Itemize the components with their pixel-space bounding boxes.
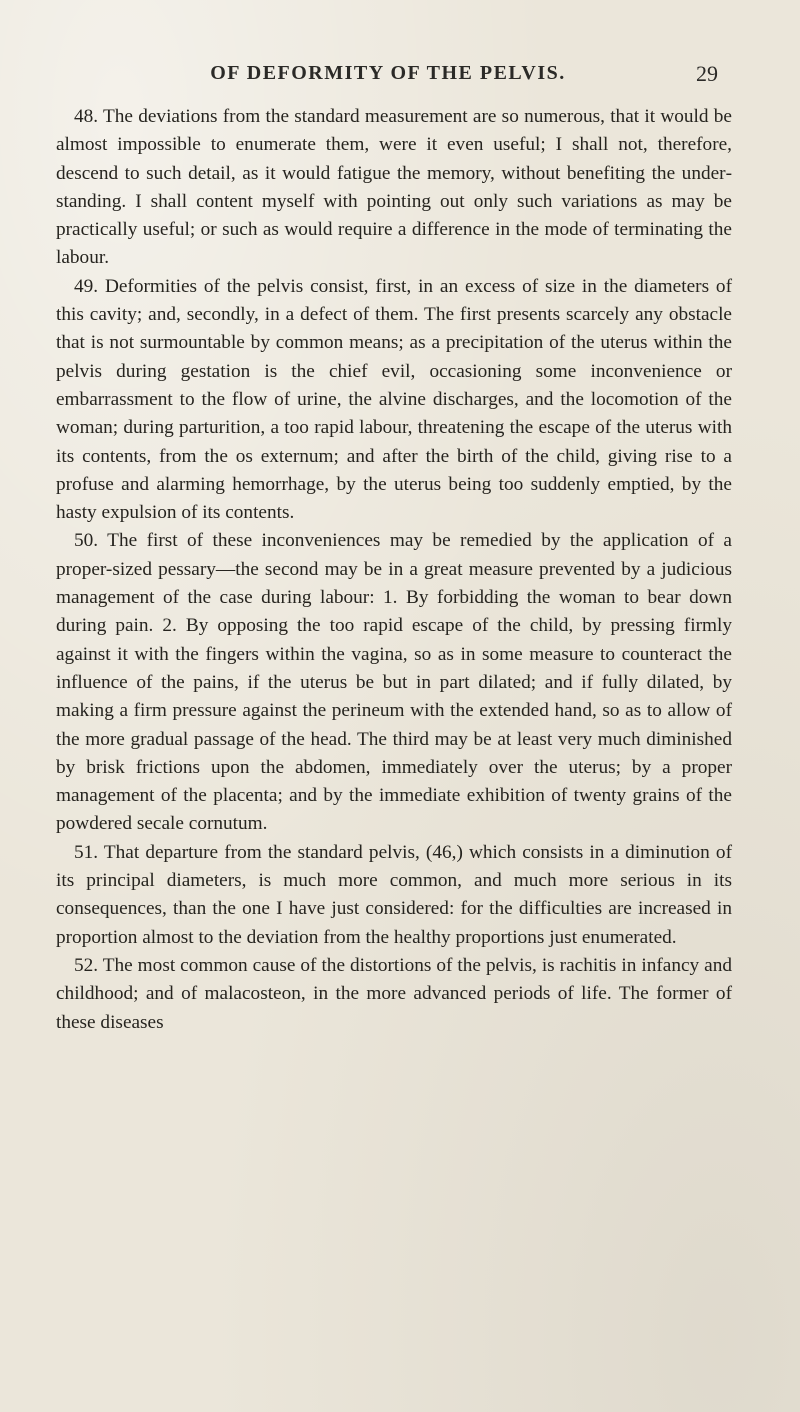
paragraph-49: 49. Deformities of the pelvis consist, first, in an excess of size in the diameters of this cavity; and, secondly, in a defect of them. The first presents scarcely any obstacle that is not surmountable by common means; as a precipitation of the uterus within the pelvis during gestation is the chief evil, occasioning some inconvenience or embarrassment to the flow of urine, the alvine discharges, and the locomotion of the woman; during parturition, a too rapid labour, threatening the escape of the uterus with its contents, from the os externum; and after the birth of the child, giving rise to a profuse and alarming hemorrhage, by the uterus being too suddenly emptied, by the hasty expulsion of its contents. <box>56 275 732 524</box>
running-head: OF DEFORMITY OF THE PELVIS. <box>210 62 566 84</box>
paragraph-48: 48. The deviations from the standard measurement are so numerous, that it would be almost impossible to enumerate them, were it even useful; I shall not, therefore, descend to such detail, as it would fatigue the memory, without benefiting the understanding. I shall content myself with pointing out only such variations as may be practically useful; or such as would require a difference in the mode of terminating the labour. <box>56 106 732 269</box>
page-number: 29 <box>696 61 718 86</box>
paragraph-51: 51. That departure from the standard pelvis, (46,) which consists in a diminution of its principal diameters, is much more common, and much more serious in its consequences, than the one I have just considered: for the difficulties are increased in proportion almost to the deviation from the healthy proportions just enumerated. <box>56 841 732 948</box>
paragraph-50: 50. The first of these inconveniences may be remedied by the application of a proper-sized pessary—the second may be in a great measure prevented by a judicious management of the case during labour: 1. By forbidding the woman to bear down during pain. 2. By opposing the too rapid escape of the child, by pressing firmly against it with the fingers within the vagina, so as in some measure to counteract the influence of the pains, if the uterus be but in part dilated; and if fully dilated, by making a firm pressure against the perineum with the extended hand, so as to allow of the more gradual passage of the head. The third may be at least very much diminished by brisk frictions upon the abdomen, immediately over the uterus; by a proper management of the placenta; and by the immediate exhibition of twenty grains of the powdered secale cornutum. <box>56 530 732 835</box>
paragraph-52: 52. The most common cause of the distortions of the pelvis, is rachitis in infancy and childhood; and of malacosteon, in the more advanced periods of life. The former of these diseases <box>56 954 732 1033</box>
body-text <box>56 103 732 1037</box>
page-header <box>118 62 718 92</box>
